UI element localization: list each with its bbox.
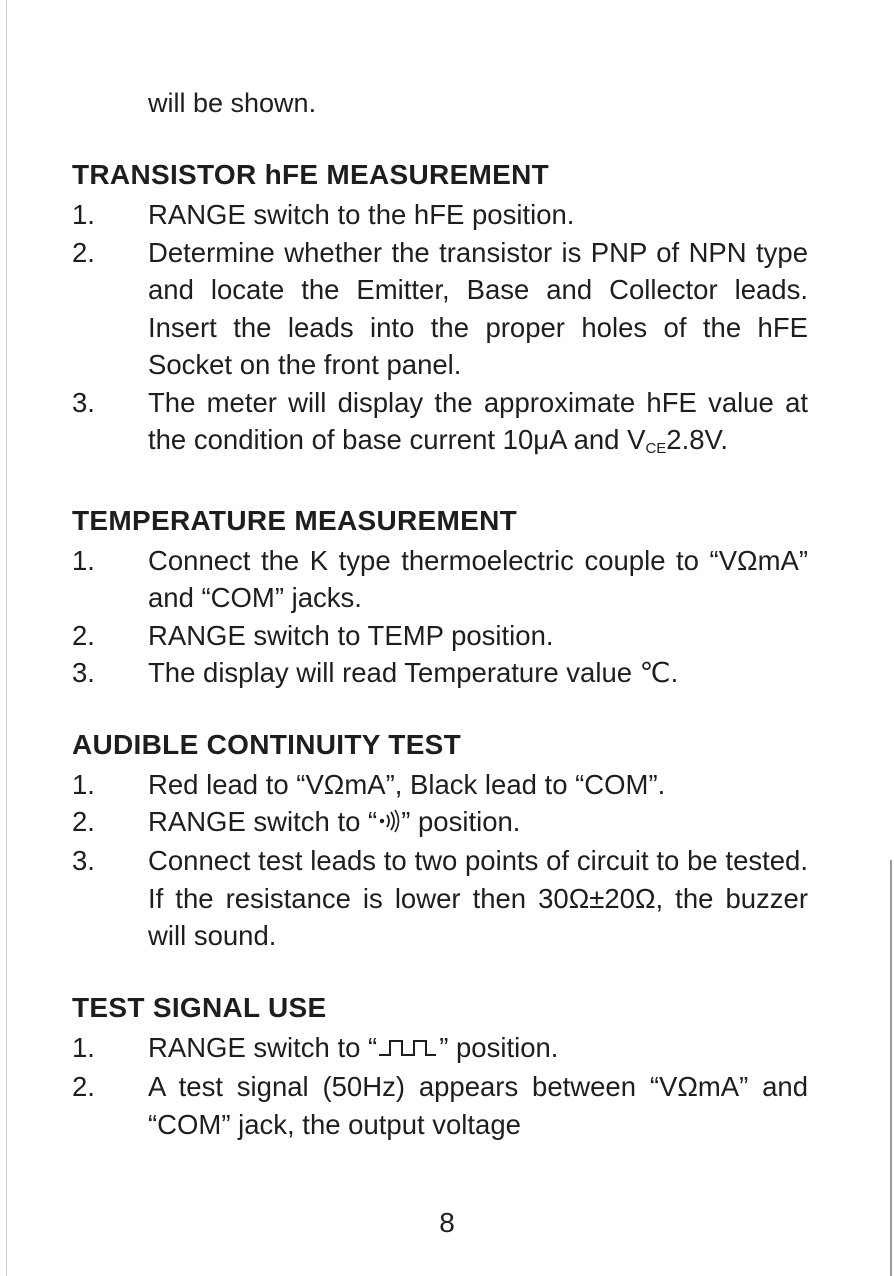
item-number: 1.: [72, 544, 95, 576]
section-heading: TEMPERATURE MEASUREMENT: [72, 504, 518, 536]
item-text-after: ” position.: [401, 806, 521, 837]
item-text: RANGE switch to the hFE position.: [148, 199, 575, 230]
section-transistor-hfe: [72, 158, 808, 468]
item-number: 2.: [72, 806, 95, 837]
subscript-ce: CE: [645, 440, 667, 457]
item-number: 3.: [72, 845, 95, 877]
item-text: RANGE switch to TEMP position.: [148, 619, 554, 651]
item-number: 3.: [72, 657, 95, 688]
item-number: 3.: [72, 386, 95, 418]
item-text: A test signal (50Hz) appears between “VΩmA” and “COM” jack, the output voltage: [148, 1071, 808, 1140]
item-text-before: RANGE switch to “: [148, 806, 378, 837]
item-number: 1.: [72, 1031, 95, 1063]
page-content: [72, 84, 808, 1143]
list-item: [72, 234, 808, 384]
list-item: [72, 842, 808, 955]
item-text-before: RANGE switch to “: [148, 1031, 378, 1063]
item-number: 2.: [72, 236, 95, 268]
list-item: [72, 1029, 808, 1068]
item-number: 2.: [72, 1071, 95, 1103]
intro-text: will be shown.: [148, 88, 317, 118]
item-text-group: [148, 384, 808, 468]
item-number: 1.: [72, 768, 95, 800]
page-edge-left: [6, 0, 7, 1276]
item-text-group: [148, 1029, 808, 1068]
list-item: [72, 766, 808, 804]
item-number: 2.: [72, 619, 95, 651]
item-number: 1.: [72, 199, 95, 230]
section-heading: TRANSISTOR hFE MEASUREMENT: [72, 159, 550, 190]
item-text-group: [148, 803, 808, 842]
item-text-after: ” position.: [439, 1031, 559, 1063]
section-heading: AUDIBLE CONTINUITY TEST: [72, 728, 462, 760]
list-item: [72, 384, 808, 468]
sound-wave-icon: [378, 805, 400, 843]
list-item: [72, 654, 808, 692]
item-text-after: 2.8V.: [666, 424, 728, 455]
list-item: [72, 542, 808, 617]
square-wave-icon: [378, 1031, 438, 1069]
section-test-signal: [72, 991, 808, 1143]
item-text: Red lead to “VΩmA”, Black lead to “COM”.: [148, 768, 666, 800]
list-item: [72, 1068, 808, 1143]
section-audible-continuity: [72, 728, 808, 955]
section-heading: TEST SIGNAL USE: [72, 991, 327, 1023]
list-item: [72, 196, 808, 234]
item-text: Determine whether the transistor is PNP of NPN type and locate the Emitter, Base and Collector leads. Insert the leads into the proper holes of the hFE Socket on the front panel.: [148, 236, 808, 380]
item-text: Connect the K type thermoelectric couple to “VΩmA” and “COM” jacks.: [148, 544, 808, 613]
list-item: [72, 803, 808, 842]
item-text: The meter will display the approximate hFE value at the condition of base current 10μA and V: [148, 386, 808, 455]
item-text: The display will read Temperature value ℃.: [148, 657, 679, 688]
item-text: Connect test leads to two points of circuit to be tested. If the resistance is lower then 30Ω±20Ω, the buzzer will sound.: [148, 845, 808, 952]
list-item: [72, 617, 808, 655]
page-number: 8: [439, 1207, 455, 1238]
section-temperature: [72, 504, 808, 692]
